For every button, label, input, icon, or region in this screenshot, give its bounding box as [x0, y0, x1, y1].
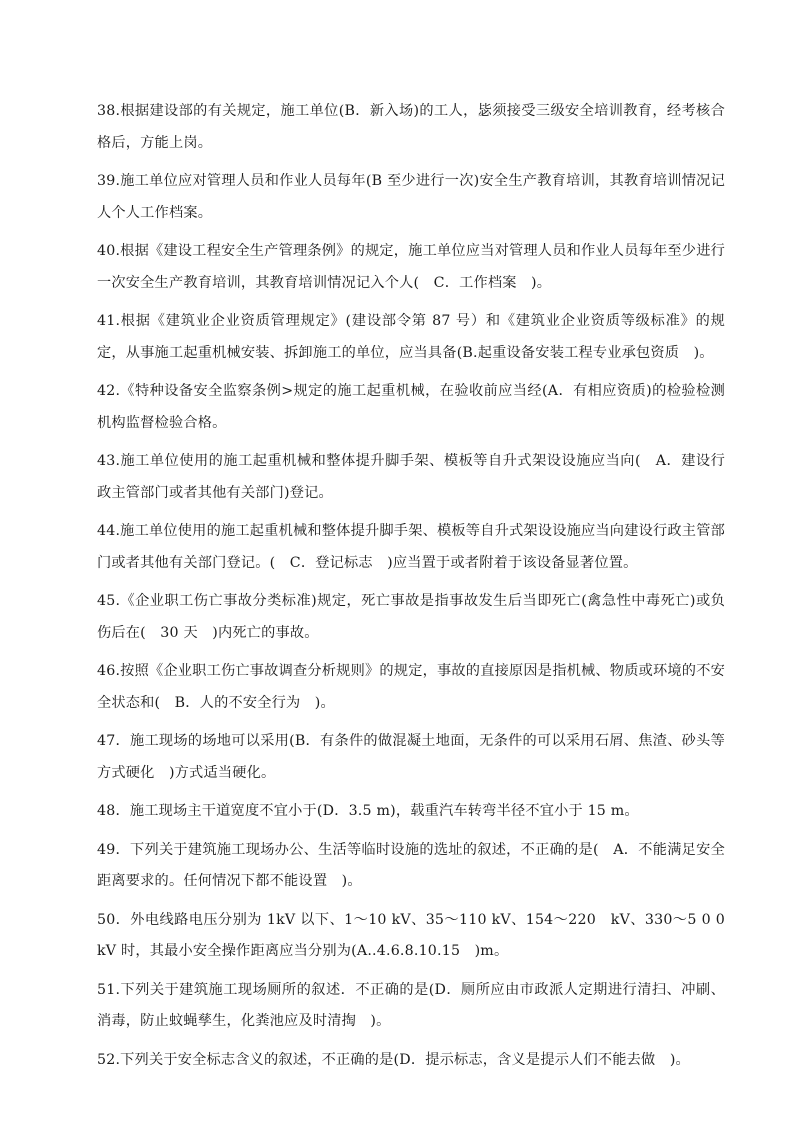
document-page	[97, 96, 725, 1083]
question-45: 45.《企业职工伤亡事故分类标准)规定，死亡事故是指事故发生后当即死亡(禽急性中毒死亡)或负伤后在( 30 天 )内死亡的事故。	[97, 593, 725, 641]
question-46: 46.按照《企业职工伤亡事故调查分析规则》的规定，事故的直接原因是指机械、物质或环境的不安全状态和( B．人的不安全行为 )。	[97, 663, 725, 711]
question-42: 42.《特种设备安全监察条例>规定的施工起重机械，在验收前应当经(A．有相应资质)的检验检测机构监督检验合格。	[97, 383, 725, 431]
question-38: 38.根据建设部的有关规定，施工单位(B．新入场)的工人，毖须接受三级安全培训教育，经考核合格后，方能上岗。	[97, 103, 725, 151]
question-48: 48．施工现场主干道宽度不宜小于(D．3.5 m)，载重汽车转弯半径不宜小于 15 m。	[97, 803, 639, 819]
question-41: 41.根据《建筑业企业资质管理规定》(建设部令第 87 号）和《建筑业企业资质等级标准》的规定，从事施工起重机械安装、拆卸施工的单位，应当具备(B.起重设备安装工程专业承包资质 )。	[97, 313, 725, 361]
question-47: 47．施工现场的场地可以采用(B．有条件的做混凝土地面，无条件的可以采用石屑、焦渣、砂头等方式硬化 )方式适当硬化。	[97, 733, 725, 781]
question-44: 44.施工单位使用的施工起重机械和整体提升脚手架、模板等自升式架设设施应当向建设行政主管部门或者其他有关部门登记。( C．登记标志 )应当置于或者附着于该设备显著位置。	[97, 523, 725, 571]
question-39: 39.施工单位应对管理人员和作业人员每年(B 至少进行一次)安全生产教育培训，其教育培训情况记人个人工作档案。	[97, 173, 725, 221]
question-50: 50．外电线路电压分别为 1kV 以下、1～10 kV、35～110 kV、154～220 kV、330～5 0 0 kV 时，其最小安全操作距离应当分别为(A..4.6.8.10.15 )m。	[97, 911, 725, 959]
question-51: 51.下列关于建筑施工现场厕所的叙述．不正确的是(D．厕所应由市政派人定期进行清扫、冲刷、消毒，防止蚊蝇孳生，化粪池应及时清掏 )。	[97, 981, 725, 1029]
question-40: 40.根据《建设工程安全生产管理条例》的规定，施工单位应当对管理人员和作业人员每年至少进行一次安全生产教育培训，其教育培训情况记入个人( C．工作档案 )。	[97, 243, 725, 291]
question-52: 52.下列关于安全标志含义的叙述，不正确的是(D．提示标志，含义是提示人们不能去做 )。	[97, 1051, 690, 1068]
question-49: 49．下列关于建筑施工现场办公、生活等临时设施的选址的叙述，不正确的是( A．不能满足安全距离要求的。任何情况下都不能设置 )。	[97, 841, 725, 889]
question-43: 43.施工单位使用的施工起重机械和整体提升脚手架、模板等自升式架设设施应当向( A．建设行政主管部门或者其他有关部门)登记。	[97, 453, 725, 501]
